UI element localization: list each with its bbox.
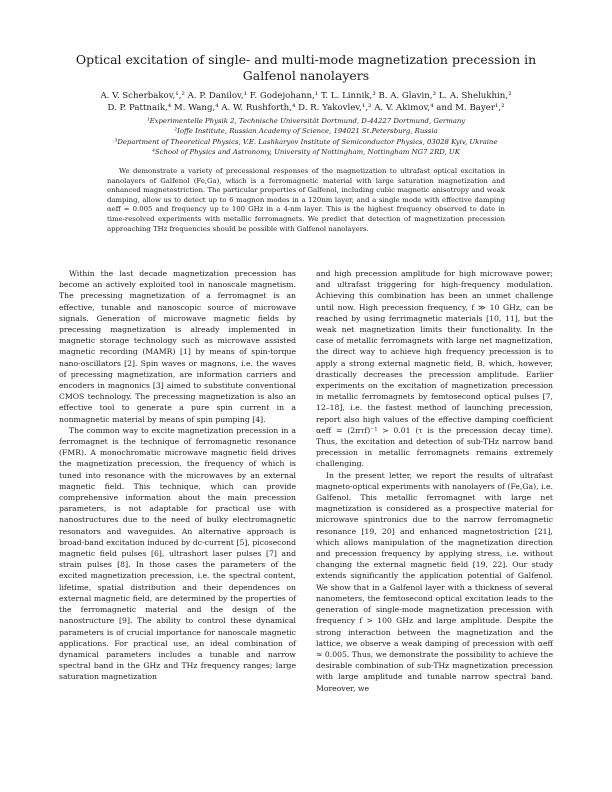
body-paragraph: The common way to excite magnetization precession in a ferromagnet is the technique of ferromagnetic resonance (FMR). A monochromatic microwave magnetic field drives the magnetization precession, the frequency of which is tuned into resonance with the microwaves by an external magnetic field. This technique, which can provide comprehensive information about the main precession parameters, is not adaptable for practical use with nanostructures due to the need of bulky electromagnetic resonators and waveguides. An alternative approach is broad-band excitation induced by dc-current [5], picosecond magnetic field pulses [6], ultrashort laser pulses [7] and strain pulses [8]. In those cases the parameters of the excited magnetization precession, i.e. the spectral content, lifetime, spatial distribution and their dependences on external magnetic field, are determined by the properties of the ferromagnetic material and the design of the nanostructure [9]. The ability to control these dynamical parameters is of crucial importance for nanoscale magnetic applications. For practical use, an ideal combination of dynamical parameters includes a tunable and narrow spectral band in the GHz and THz frequency ranges; large saturation magnetization [59,425,296,682]
affiliation: ⁴School of Physics and Astronomy, University of Nottingham, Nottingham NG7 2RD, UK [152,147,460,156]
affiliation-list [60,116,552,157]
body-column-right [316,268,553,694]
author-line: A. V. Scherbakov,¹,² A. P. Danilov,¹ F. Godejohann,¹ T. L. Linnik,³ B. A. Glavin,³ L. A. Shelukhin,² [100,91,512,101]
affiliation: ¹Experimentelle Physik 2, Technische Universität Dortmund, D-44227 Dortmund, Germany [146,117,466,125]
affiliation: ²Ioffe Institute, Russian Academy of Science, 194021 St.Petersburg, Russia [174,127,438,136]
abstract: We demonstrate a variety of precessional responses of the magnetization to ultrafast optical excitation in nanolayers of Galfenol (Fe,Ga), which is a ferromagnetic material with large saturation magnetization and enhanced magnetostriction. The particular properties of Galfenol, including cubic magnetic anisotropy and weak damping, allow us to detect up to 6 magnon modes in a 120nm layer, and a single mode with effective damping αeff = 0.005 and frequency up to 100 GHz in a 4-nm layer. This is the highest frequency observed to date in time-resolved experiments with metallic ferromagnets. We predict that detection of magnetization precession approaching THz frequencies should be possible with Galfenol nanolayers. [107,167,505,233]
body-paragraph: In the present letter, we report the results of ultrafast magneto-optical experiments with nanolayers of (Fe,Ga), i.e. Galfenol. This metallic ferromagnet with large net magnetization is considered as a prospective material for microwave spintronics due to the narrow ferromagnetic resonance [19, 20] and enhanced magnetostriction [21], which allows manipulation of the magnetization direction and precession frequency by applying stress, i.e. without changing the external magnetic field [19, 22]. Our study extends significantly the application potential of Galfenol. We show that in a Galfenol layer with a thickness of several nanometers, the femtosecond optical excitation leads to the generation of single-mode magnetization precession with frequency f > 100 GHz and large amplitude. Despite the strong interaction between the magnetization and the lattice, we observe a weak damping of precession with αeff ≈ 0.005. Thus, we demonstrate the possibility to achieve the desirable combination of sub-THz magnetization precession with large amplitude and tunable narrow spectral band. Moreover, we [316,470,553,693]
affiliation: ³Department of Theoretical Physics, V.E. Lashkaryov Institute of Semiconductor Physics, 03028 Kyiv, Ukraine [114,137,498,146]
body-paragraph: and high precession amplitude for high microwave power; and ultrafast triggering for high-frequency modulation. Achieving this combination has been an unmet challenge until now. High precession frequency, f ≫ 10 GHz, can be reached by using ferrimagnetic materials [10, 11], but the weak net magnetization limits their functionality. In the case of metallic ferromagnets with large net magnetization, the direct way to achieve high frequency precession is to apply a strong external magnetic field, B, which, however, drastically decreases the precession amplitude. Earlier experiments on the excitation of magnetization precession in metallic ferromagnets by femtosecond optical pulses [7, 12–18], i.e. the fastest method of launching precession, report also high values of the effective damping coefficient αeff = (2πτf)⁻¹ > 0.01 (τ is the precession decay time). Thus, the excitation and detection of sub-THz narrow band precession in metallic ferromagnets remains extremely challenging. [316,269,553,469]
paper-title: Optical excitation of single- and multi-mode magnetization precession in Galfenol nanolayers [75,52,537,83]
body-column-left [59,268,296,683]
body-paragraph: Within the last decade magnetization precession has become an actively exploited tool in nanoscale magnetism. The precessing magnetization of a ferromagnet is an effective, tunable and nanoscopic source of microwave signals. Generation of microwave magnetic fields by precessing magnetization is already implemented in magnetic storage technology such as microwave assisted magnetic recording (MAMR) [1] by means of spin-torque nano-oscillators [2]. Spin waves or magnons, i.e. the waves of precessing magnetization, are information carriers and encoders in magnonics [3] aimed to substitute conventional CMOS technology. The precessing magnetization is also an effective tool to generate a pure spin current in a nonmagnetic material by means of spin pumping [4]. [59,269,296,424]
author-list [60,90,552,114]
author-line: D. P. Pattnaik,⁴ M. Wang,⁴ A. W. Rushforth,⁴ D. R. Yakovlev,¹,² A. V. Akimov,⁴ and M. Bayer¹,² [107,103,505,113]
